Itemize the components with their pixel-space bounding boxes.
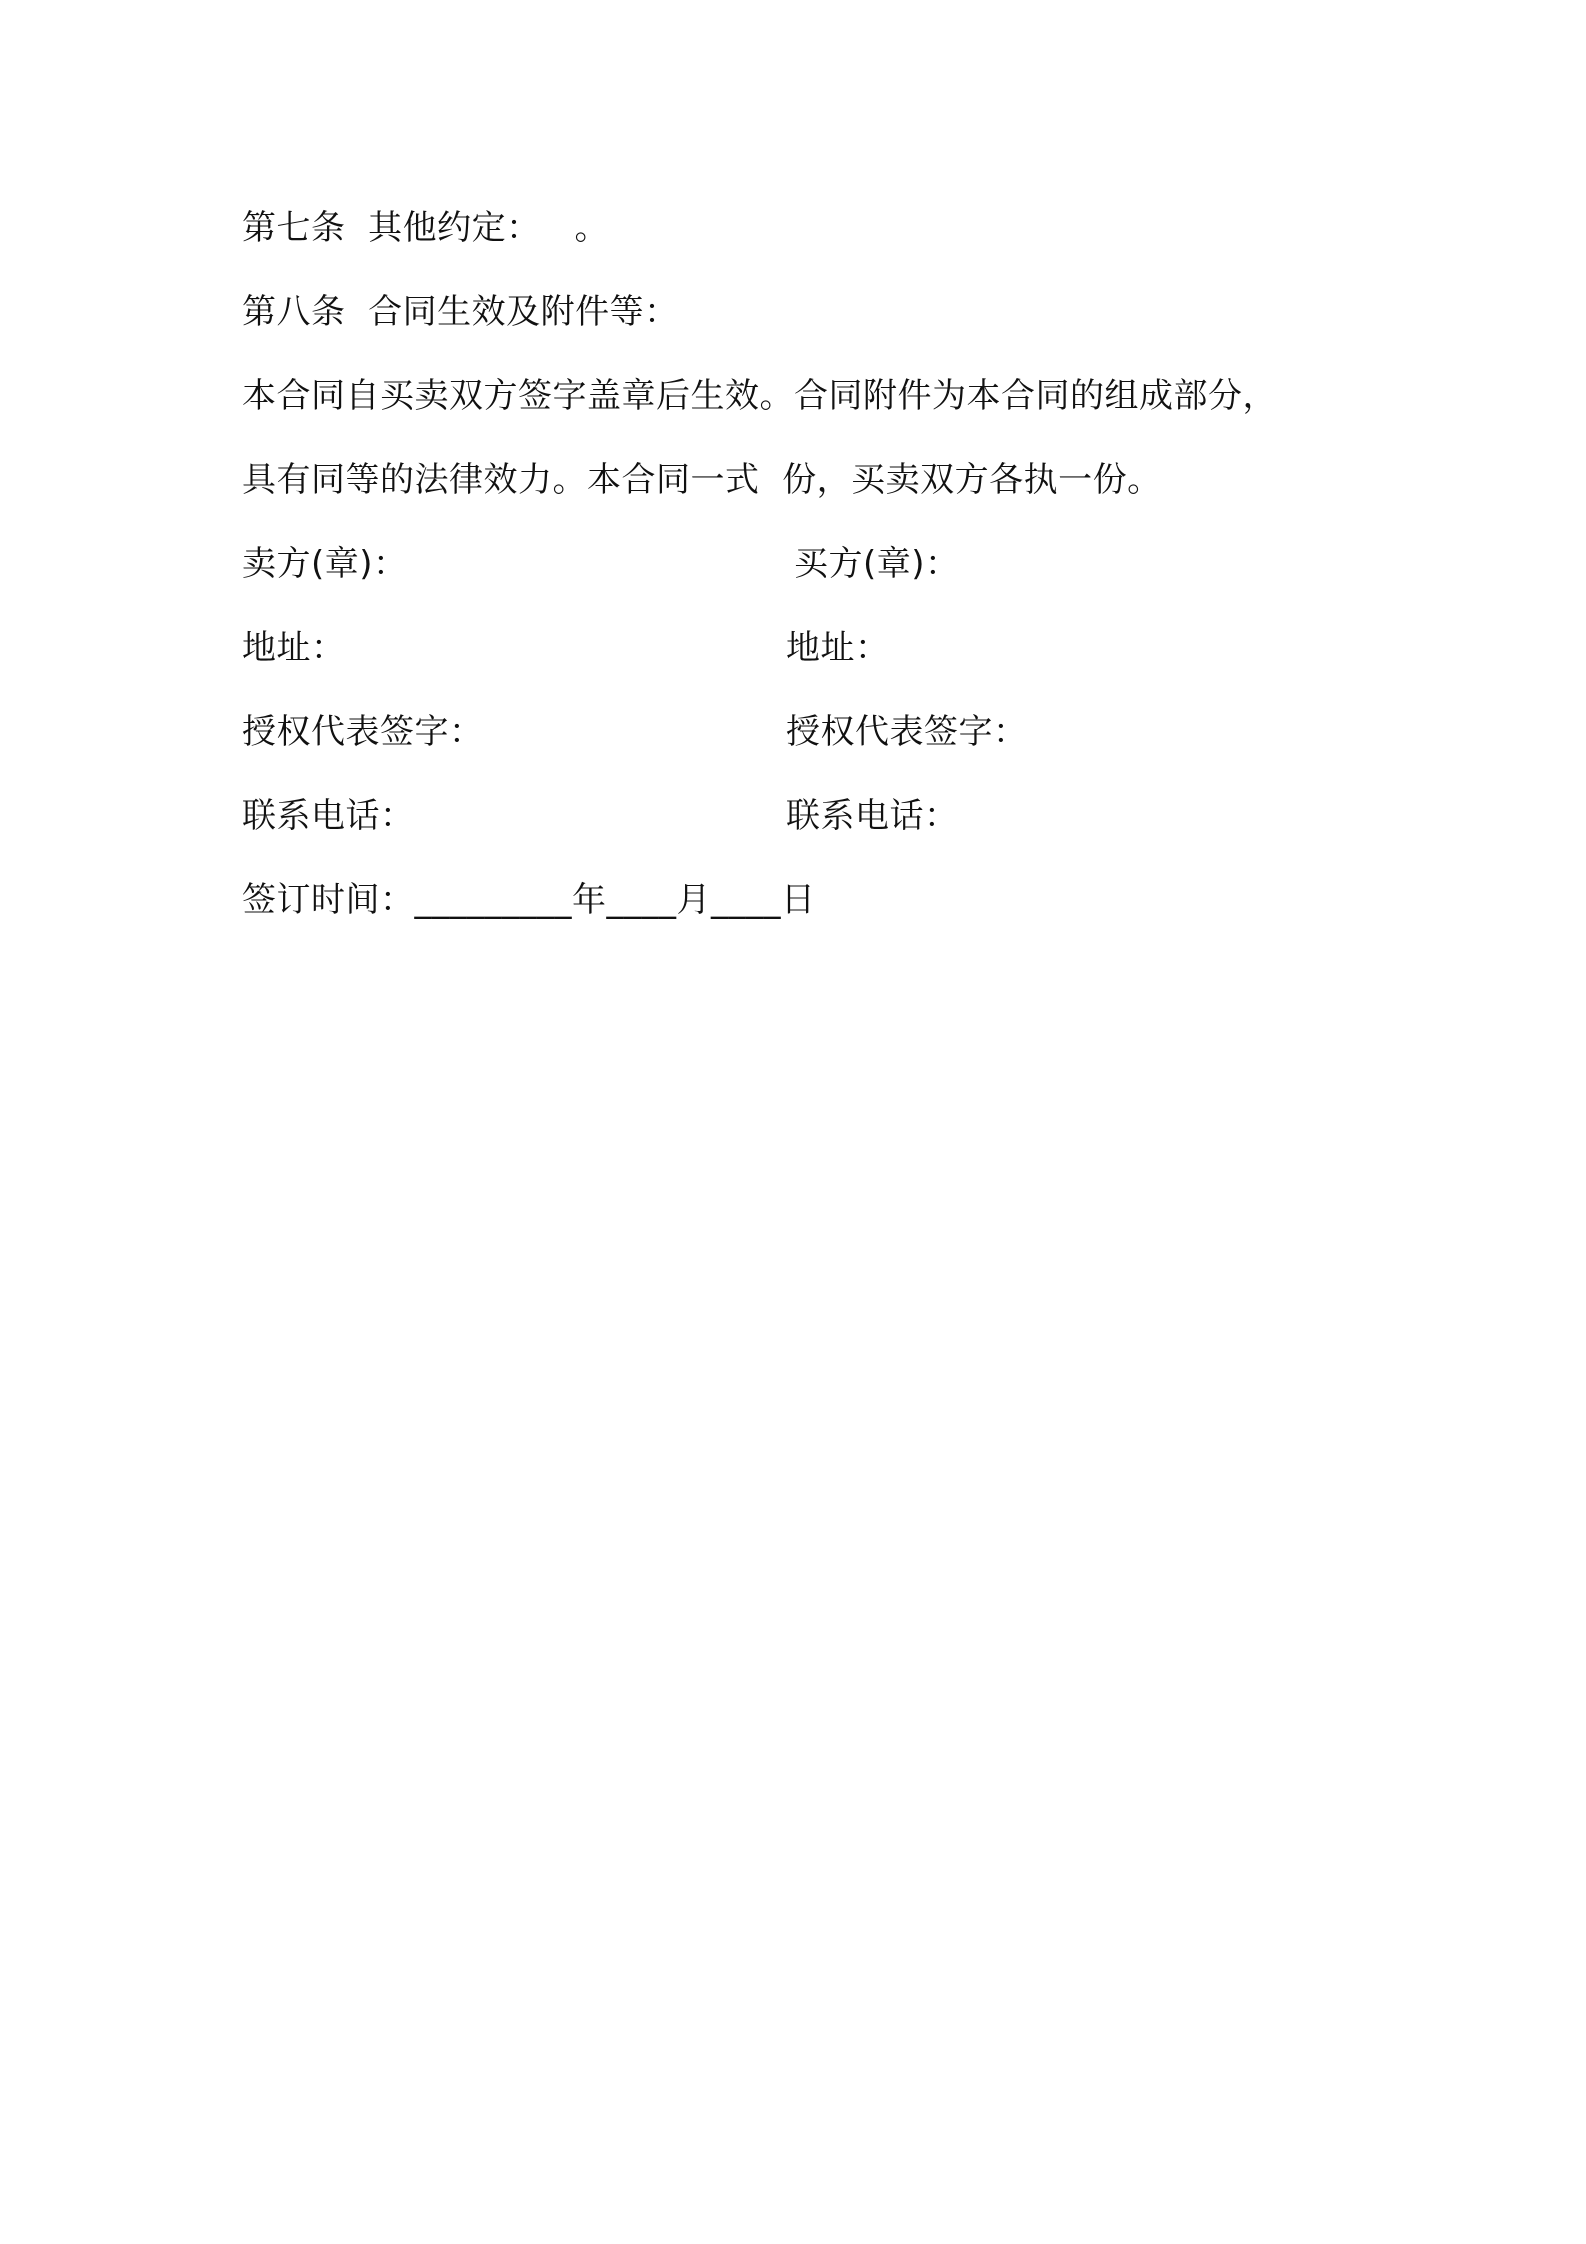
buyer-phone-label: 联系电话： bbox=[786, 796, 959, 836]
seller-stamp-label: 卖方(章)： bbox=[242, 544, 408, 584]
seller-phone-label: 联系电话： bbox=[242, 796, 415, 836]
buyer-address-label: 地址： bbox=[786, 628, 890, 668]
seller-address-label: 地址： bbox=[242, 628, 346, 668]
article-8-body-line-2: 具有同等的法律效力。本合同一式 份，买卖双方各执一份。 bbox=[242, 460, 1162, 500]
buyer-stamp-label: 买方(章)： bbox=[794, 544, 960, 584]
article-8-heading: 第八条 合同生效及附件等： bbox=[242, 292, 679, 332]
article-8-body-line-1: 本合同自买卖双方签字盖章后生效。合同附件为本合同的组成部分， bbox=[242, 376, 1277, 416]
signing-date-line: 签订时间：_________年____月____日 bbox=[242, 880, 816, 920]
article-7-other-terms: 第七条 其他约定： 。 bbox=[242, 208, 610, 248]
buyer-representative-label: 授权代表签字： bbox=[786, 712, 1028, 752]
seller-representative-label: 授权代表签字： bbox=[242, 712, 484, 752]
